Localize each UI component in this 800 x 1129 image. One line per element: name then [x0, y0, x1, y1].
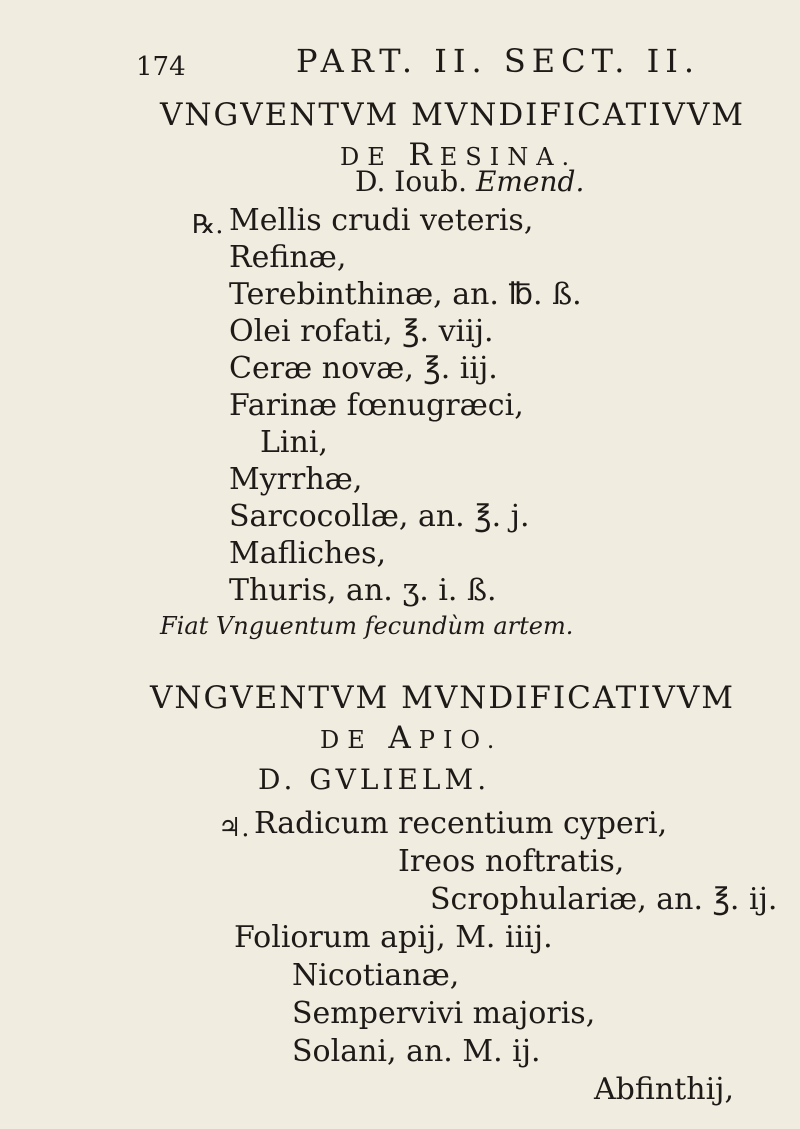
subtitle-initial: R — [408, 137, 440, 173]
ingredient-line: Ireos noftratis, — [398, 844, 625, 879]
ingredient-line: Thuris, an. ʒ. i. ß. — [229, 573, 497, 608]
ingredient-line: Foliorum apij, M. iiij. — [234, 920, 553, 955]
recipe-2-author: D. GVLIELM. — [258, 763, 491, 796]
ingredient-line: Refinæ, — [229, 240, 347, 275]
recipe-1-directions: Fiat Vnguentum fecundùm artem. — [160, 612, 574, 640]
ingredient-line: Nicotianæ, — [292, 958, 460, 993]
ingredient-line: Sarcocollæ, an. ℥. j. — [229, 499, 530, 534]
recipe-symbol: ℞. — [192, 210, 224, 240]
ingredient-line: Radicum recentium cyperi, — [254, 806, 668, 841]
ingredient-line: Farinæ fœnugræci, — [229, 388, 524, 423]
ingredient-line: Lini, — [260, 425, 328, 460]
ingredient-line: Scrophulariæ, an. ℥. ij. — [430, 882, 778, 917]
ingredient-line: Myrrhæ, — [229, 462, 363, 497]
running-head: PART. II. SECT. II. — [296, 42, 701, 80]
ingredient-line: Mafliches, — [229, 536, 387, 571]
ingredient-line: Olei rofati, ℥. viij. — [229, 314, 494, 349]
subtitle-de: DE — [320, 726, 373, 754]
subtitle-rest: PIO. — [418, 726, 503, 754]
recipe-2-subtitle — [320, 720, 502, 756]
page-number: 174 — [136, 52, 186, 82]
recipe-symbol: ♃. — [218, 813, 250, 843]
ingredient-line: Mellis crudi veteris, — [229, 203, 534, 238]
ingredient-line: Terebinthinæ, an. ℔. ß. — [229, 277, 582, 312]
recipe-1-title: VNGVENTVM MVNDIFICATIVVM — [160, 97, 746, 133]
author-emend: Emend. — [475, 165, 585, 198]
subtitle-initial: A — [388, 720, 419, 756]
author-name: D. Ioub. — [355, 165, 468, 198]
catchword: Abfinthij, — [594, 1072, 735, 1107]
recipe-2-title: VNGVENTVM MVNDIFICATIVVM — [150, 680, 736, 716]
ingredient-line: Sempervivi majoris, — [292, 996, 596, 1031]
ingredient-line: Solani, an. M. ij. — [292, 1034, 541, 1069]
subtitle-de: DE — [340, 143, 393, 171]
ingredient-line: Ceræ novæ, ℥. iij. — [229, 351, 498, 386]
recipe-1-author — [355, 165, 584, 198]
subtitle-rest: ESINA. — [439, 143, 578, 171]
